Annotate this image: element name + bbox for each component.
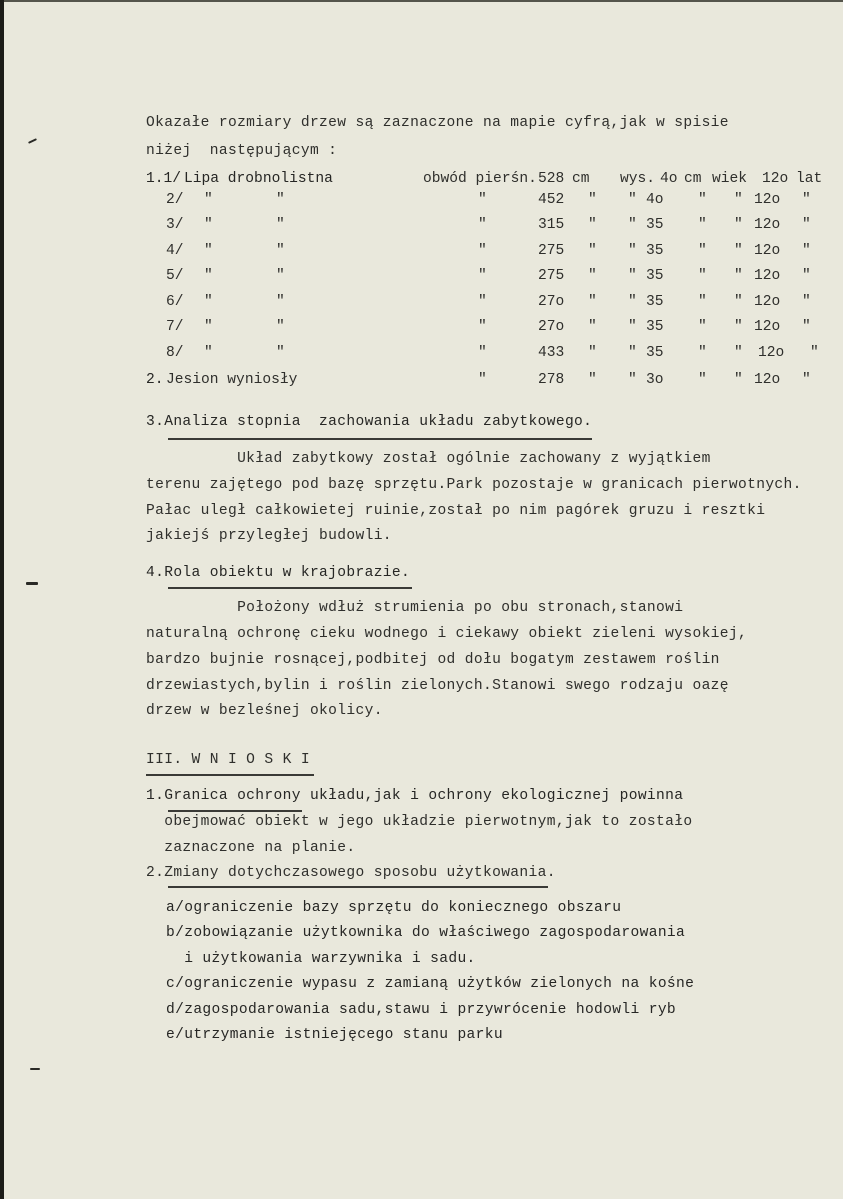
girth-unit: cm xyxy=(572,171,590,187)
ditto-mark: " xyxy=(478,294,487,310)
heading-underline xyxy=(168,886,548,888)
ditto-mark: " xyxy=(276,268,285,284)
girth-value: 315 xyxy=(538,217,565,233)
row-number: 3/ xyxy=(166,217,184,233)
item-underline xyxy=(168,810,302,812)
ditto-mark: " xyxy=(478,243,487,259)
recommendation-item: c/ograniczenie wypasu z zamianą użytków zielonych na kośne xyxy=(166,976,695,992)
ditto-mark: " xyxy=(628,217,637,233)
row-number: 2. xyxy=(146,372,164,388)
ditto-mark: " xyxy=(478,319,487,335)
ditto-mark: " xyxy=(802,217,811,233)
conclusions-heading: III. W N I O S K I xyxy=(146,752,310,768)
ditto-mark: " xyxy=(734,268,743,284)
row-number: 5/ xyxy=(166,268,184,284)
ditto-mark: " xyxy=(628,268,637,284)
ditto-mark: " xyxy=(204,319,213,335)
intro-line-1: Okazałe rozmiary drzew są zaznaczone na mapie cyfrą,jak w spisie xyxy=(146,115,729,131)
paragraph-line: naturalną ochronę cieku wodnego i ciekawy obiekt zieleni wysokiej, xyxy=(146,626,748,642)
ditto-mark: " xyxy=(204,268,213,284)
ditto-mark: " xyxy=(588,372,597,388)
paragraph-line: bardzo bujnie rosnącej,podbitej od dołu bogatym zestawem roślin xyxy=(146,652,720,668)
height-value: 35 xyxy=(646,217,664,233)
age-value: 12o xyxy=(754,319,781,335)
ditto-mark: " xyxy=(734,243,743,259)
age-value: 12o xyxy=(754,372,781,388)
ditto-mark: " xyxy=(276,345,285,361)
height-value: 35 xyxy=(646,345,664,361)
ditto-mark: " xyxy=(276,319,285,335)
ditto-mark: " xyxy=(698,345,707,361)
row-number: 8/ xyxy=(166,345,184,361)
height-value: 35 xyxy=(646,268,664,284)
ditto-mark: " xyxy=(204,345,213,361)
ditto-mark: " xyxy=(698,268,707,284)
age-value: 12o xyxy=(754,192,781,208)
ditto-mark: " xyxy=(802,243,811,259)
ditto-mark: " xyxy=(734,192,743,208)
ditto-mark: " xyxy=(588,345,597,361)
ditto-mark: " xyxy=(276,217,285,233)
height-value: 35 xyxy=(646,319,664,335)
row-number: 1.1/ xyxy=(146,171,182,187)
ditto-mark: " xyxy=(802,192,811,208)
recommendation-item: d/zagospodarowania sadu,stawu i przywrócenie hodowli ryb xyxy=(166,1002,677,1018)
age-label: wiek xyxy=(712,171,748,187)
ditto-mark: " xyxy=(734,319,743,335)
ditto-mark: " xyxy=(204,217,213,233)
recommendation-item: e/utrzymanie istniejęcego stanu parku xyxy=(166,1027,503,1043)
paragraph-line: drzew w bezleśnej okolicy. xyxy=(146,703,383,719)
ditto-mark: " xyxy=(698,192,707,208)
age-value: 12o xyxy=(754,243,781,259)
ditto-mark: " xyxy=(628,243,637,259)
girth-value: 275 xyxy=(538,243,565,259)
ditto-mark: " xyxy=(734,345,743,361)
conclusion-item-1-line: 1.Granica ochrony układu,jak i ochrony ekologicznej powinna xyxy=(146,788,684,804)
age-value: 12o xyxy=(754,294,781,310)
ditto-mark: " xyxy=(478,345,487,361)
heading-underline xyxy=(146,774,314,776)
section-4-heading: 4.Rola obiektu w krajobrazie. xyxy=(146,565,411,581)
ditto-mark: " xyxy=(734,217,743,233)
margin-mark xyxy=(26,582,38,585)
row-number: 6/ xyxy=(166,294,184,310)
paragraph-line: jakiejś przyległej budowli. xyxy=(146,528,392,544)
ditto-mark: " xyxy=(698,243,707,259)
species-name: Jesion wyniosły xyxy=(166,372,298,388)
ditto-mark: " xyxy=(588,268,597,284)
ditto-mark: " xyxy=(628,294,637,310)
ditto-mark: " xyxy=(698,294,707,310)
girth-value: 528 xyxy=(538,171,565,187)
height-unit: cm xyxy=(684,171,702,187)
intro-line-2: niżej następującym : xyxy=(146,143,338,159)
ditto-mark: " xyxy=(204,192,213,208)
girth-value: 275 xyxy=(538,268,565,284)
scan-left-edge xyxy=(0,0,4,1199)
girth-label: obwód pierśn. xyxy=(423,171,537,187)
ditto-mark: " xyxy=(478,192,487,208)
ditto-mark: " xyxy=(698,372,707,388)
girth-value: 433 xyxy=(538,345,565,361)
ditto-mark: " xyxy=(698,217,707,233)
ditto-mark: " xyxy=(478,372,487,388)
ditto-mark: " xyxy=(276,192,285,208)
recommendation-item: i użytkowania warzywnika i sadu. xyxy=(166,951,476,967)
ditto-mark: " xyxy=(588,217,597,233)
conclusion-item-2-heading: 2.Zmiany dotychczasowego sposobu użytkowania. xyxy=(146,865,556,881)
age-value: 12o xyxy=(754,268,781,284)
paragraph-line: Układ zabytkowy został ogólnie zachowany z wyjątkiem xyxy=(146,451,711,467)
ditto-mark: " xyxy=(628,372,637,388)
height-label: wys. xyxy=(620,171,656,187)
ditto-mark: " xyxy=(628,319,637,335)
ditto-mark: " xyxy=(588,243,597,259)
row-number: 7/ xyxy=(166,319,184,335)
row-number: 4/ xyxy=(166,243,184,259)
ditto-mark: " xyxy=(734,294,743,310)
girth-value: 27o xyxy=(538,319,565,335)
ditto-mark: " xyxy=(810,345,819,361)
ditto-mark: " xyxy=(628,192,637,208)
height-value: 4o xyxy=(660,171,678,187)
paragraph-line: terenu zajętego pod bazę sprzętu.Park pozostaje w granicach pierwotnych. xyxy=(146,477,802,493)
heading-underline xyxy=(168,587,412,589)
ditto-mark: " xyxy=(734,372,743,388)
ditto-mark: " xyxy=(698,319,707,335)
ditto-mark: " xyxy=(204,243,213,259)
ditto-mark: " xyxy=(276,294,285,310)
ditto-mark: " xyxy=(588,192,597,208)
age-value: 12o xyxy=(754,217,781,233)
ditto-mark: " xyxy=(478,217,487,233)
paragraph-line: drzewiastych,bylin i roślin zielonych.Stanowi swego rodzaju oazę xyxy=(146,678,729,694)
section-3-heading: 3.Analiza stopnia zachowania układu zabytkowego. xyxy=(146,414,593,430)
age-unit: lat xyxy=(796,171,823,187)
ditto-mark: " xyxy=(802,372,811,388)
conclusion-item-1-line: obejmować obiekt w jego układzie pierwotnym,jak to zostało xyxy=(146,814,693,830)
ditto-mark: " xyxy=(478,268,487,284)
ditto-mark: " xyxy=(802,294,811,310)
row-number: 2/ xyxy=(166,192,184,208)
ditto-mark: " xyxy=(628,345,637,361)
recommendation-item: a/ograniczenie bazy sprzętu do koniecznego obszaru xyxy=(166,900,622,916)
girth-value: 278 xyxy=(538,372,565,388)
girth-value: 27o xyxy=(538,294,565,310)
recommendation-item: b/zobowiązanie użytkownika do właściwego zagospodarowania xyxy=(166,925,686,941)
ditto-mark: " xyxy=(802,319,811,335)
heading-underline xyxy=(168,438,592,440)
species-name: Lipa drobnolistna xyxy=(184,171,333,187)
height-value: 3o xyxy=(646,372,664,388)
margin-mark xyxy=(30,1068,40,1070)
ditto-mark: " xyxy=(588,319,597,335)
age-value: 12o xyxy=(762,171,789,187)
height-value: 35 xyxy=(646,294,664,310)
conclusion-item-1-line: zaznaczone na planie. xyxy=(146,840,356,856)
height-value: 4o xyxy=(646,192,664,208)
margin-mark xyxy=(28,138,37,144)
paragraph-line: Pałac uległ całkowietej ruinie,został po nim pagórek gruzu i resztki xyxy=(146,503,766,519)
height-value: 35 xyxy=(646,243,664,259)
paragraph-line: Położony wdłuż strumienia po obu stronach,stanowi xyxy=(146,600,684,616)
girth-value: 452 xyxy=(538,192,565,208)
ditto-mark: " xyxy=(588,294,597,310)
ditto-mark: " xyxy=(204,294,213,310)
scan-top-edge xyxy=(0,0,843,2)
age-value: 12o xyxy=(758,345,785,361)
ditto-mark: " xyxy=(802,268,811,284)
ditto-mark: " xyxy=(276,243,285,259)
